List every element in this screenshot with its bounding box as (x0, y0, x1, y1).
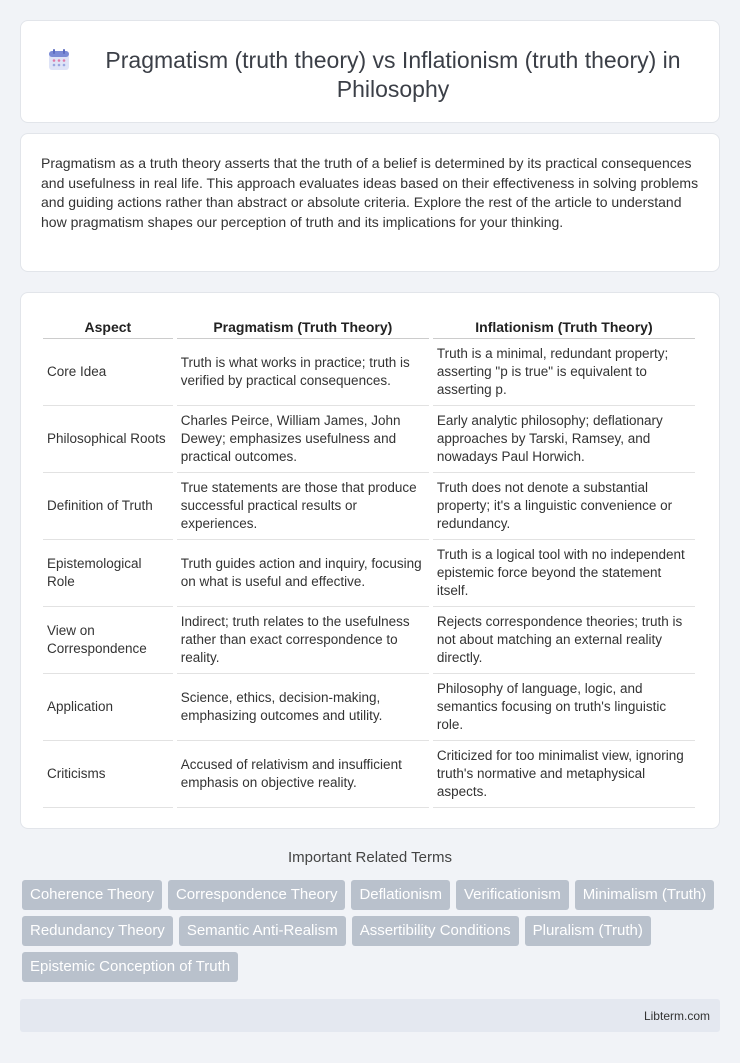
page-title: Pragmatism (truth theory) vs Inflationism (truth theory) in Philosophy (105, 47, 681, 102)
header-inflationism: Inflationism (Truth Theory) (433, 313, 695, 339)
intro-paragraph: Pragmatism as a truth theory asserts that the truth of a belief is determined by its practical consequences and usefulness in real life. This approach evaluates ideas based on their effectiveness in solving problems and guiding actions rather than abstract or absolute criteria. Explore the rest of the article to understand how pragmatism shapes our perception of truth and its implications for your thinking. (41, 155, 699, 230)
row-inflationism: Truth does not denote a substantial property; it's a linguistic convenience or redundancy. (433, 473, 695, 540)
row-pragmatism: Truth is what works in practice; truth is verified by practical consequences. (177, 339, 429, 406)
comparison-table (39, 313, 699, 808)
row-pragmatism: Indirect; truth relates to the usefulness rather than exact correspondence to reality. (177, 607, 429, 674)
related-term-tag[interactable]: Semantic Anti-Realism (179, 916, 346, 946)
header-pragmatism: Pragmatism (Truth Theory) (177, 313, 429, 339)
related-term-tag[interactable]: Epistemic Conception of Truth (22, 952, 238, 982)
related-terms-title: Important Related Terms (288, 849, 452, 866)
row-aspect: Definition of Truth (43, 473, 173, 540)
row-pragmatism: Accused of relativism and insufficient emphasis on objective reality. (177, 741, 429, 808)
comparison-table-card (20, 292, 720, 829)
related-term-tag[interactable]: Coherence Theory (22, 880, 162, 910)
row-aspect: Application (43, 674, 173, 741)
row-inflationism: Early analytic philosophy; deflationary approaches by Tarski, Ramsey, and nowadays Paul Horwich. (433, 406, 695, 473)
related-term-tag[interactable]: Correspondence Theory (168, 880, 345, 910)
table-row (43, 406, 695, 473)
related-term-tag[interactable]: Verificationism (456, 880, 569, 910)
title-card (20, 20, 720, 123)
footer-site-link[interactable]: Libterm.com (643, 1009, 710, 1023)
table-row (43, 339, 695, 406)
related-terms-list (22, 880, 722, 982)
row-inflationism: Truth is a logical tool with no independent epistemic force beyond the statement itself. (433, 540, 695, 607)
row-aspect: View on Correspondence (43, 607, 173, 674)
calendar-grid-icon (47, 48, 71, 72)
related-term-tag[interactable]: Pluralism (Truth) (525, 916, 651, 946)
title-row (21, 21, 719, 104)
table-header-row (43, 313, 695, 339)
table-row (43, 674, 695, 741)
row-aspect: Philosophical Roots (43, 406, 173, 473)
row-pragmatism: Science, ethics, decision-making, emphasizing outcomes and utility. (177, 674, 429, 741)
row-inflationism: Philosophy of language, logic, and semantics focusing on truth's linguistic role. (433, 674, 695, 741)
table-row (43, 607, 695, 674)
table-row (43, 473, 695, 540)
row-aspect: Epistemological Role (43, 540, 173, 607)
row-pragmatism: Truth guides action and inquiry, focusing on what is useful and effective. (177, 540, 429, 607)
related-term-tag[interactable]: Assertibility Conditions (352, 916, 519, 946)
row-aspect: Core Idea (43, 339, 173, 406)
row-pragmatism: True statements are those that produce successful practical results or experiences. (177, 473, 429, 540)
related-term-tag[interactable]: Minimalism (Truth) (575, 880, 715, 910)
row-inflationism: Rejects correspondence theories; truth is not about matching an external reality directly. (433, 607, 695, 674)
intro-card (20, 133, 720, 272)
header-aspect: Aspect (43, 313, 173, 339)
row-inflationism: Criticized for too minimalist view, ignoring truth's normative and metaphysical aspects. (433, 741, 695, 808)
row-pragmatism: Charles Peirce, William James, John Dewey; emphasizes usefulness and practical outcomes. (177, 406, 429, 473)
row-inflationism: Truth is a minimal, redundant property; asserting "p is true" is equivalent to asserting p. (433, 339, 695, 406)
footer (20, 999, 720, 1032)
related-term-tag[interactable]: Deflationism (351, 880, 450, 910)
table-row (43, 741, 695, 808)
related-term-tag[interactable]: Redundancy Theory (22, 916, 173, 946)
table-row (43, 540, 695, 607)
row-aspect: Criticisms (43, 741, 173, 808)
